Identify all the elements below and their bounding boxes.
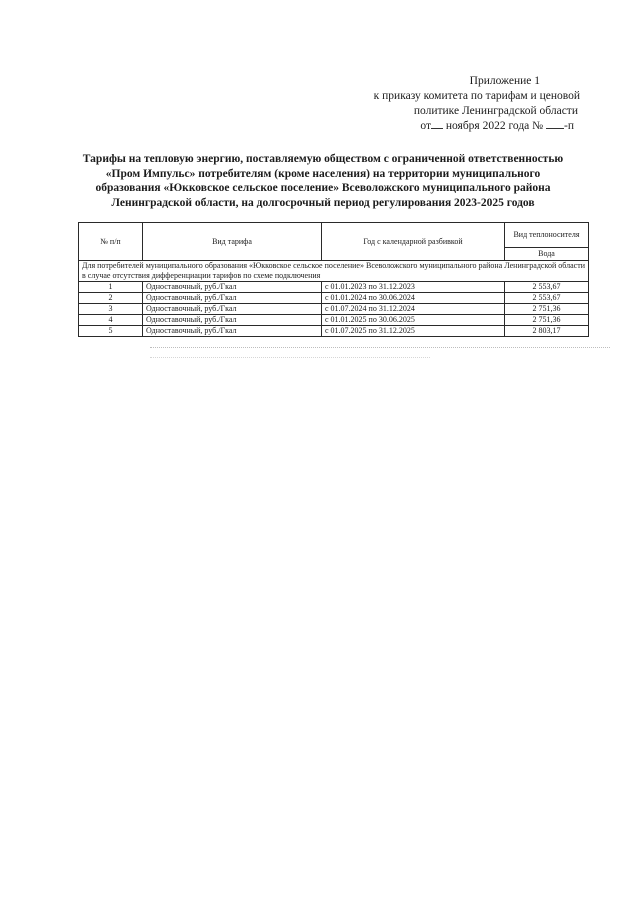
document-title: Тарифы на тепловую энергию, поставляемую обществом с ограниченной ответственностью «Пром Импульс» потребителям (кроме населения) на территории муниципального образования «Юкковское сельское поселение» Всеволожского муниципального района Ленинградской области, на долгосрочный период регулирования 2023-2025 годов (82, 153, 564, 209)
row-period: с 01.01.2023 по 31.12.2023 (322, 282, 505, 293)
table-row (79, 282, 589, 293)
row-tariff-type: Одноставочный, руб./Гкал (143, 315, 322, 326)
scan-noise-line (150, 347, 610, 350)
row-number: 3 (79, 304, 143, 315)
header-carrier: Вид теплоносителя (505, 223, 589, 248)
row-number: 1 (79, 282, 143, 293)
header-water: Вода (505, 248, 589, 261)
tariff-table (78, 222, 589, 337)
header-tariff-type: Вид тарифа (143, 223, 322, 261)
row-tariff-type: Одноставочный, руб./Гкал (143, 293, 322, 304)
row-period: с 01.01.2024 по 30.06.2024 (322, 293, 505, 304)
row-number: 5 (79, 326, 143, 337)
row-tariff-type: Одноставочный, руб./Гкал (143, 282, 322, 293)
row-period: с 01.07.2024 по 31.12.2024 (322, 304, 505, 315)
row-value: 2 751,36 (505, 315, 589, 326)
table-row (79, 326, 589, 337)
row-value: 2 553,67 (505, 293, 589, 304)
scan-noise-line (150, 357, 430, 360)
row-number: 4 (79, 315, 143, 326)
appendix-order-date: от ноября 2022 года № -п (420, 120, 574, 132)
appendix-header (340, 74, 580, 134)
appendix-reference: к приказу комитета по тарифам и ценовой (373, 90, 580, 102)
group-row (79, 261, 589, 282)
group-label: Для потребителей муниципального образования «Юкковское сельское поселение» Всеволожского муниципального района Ленинградской области в случае отсутствия дифференциации тарифов по схеме подключения (79, 261, 589, 282)
row-period: с 01.01.2025 по 30.06.2025 (322, 315, 505, 326)
handwritten-order-number (546, 128, 564, 129)
handwritten-day (431, 128, 443, 129)
table-row (79, 293, 589, 304)
appendix-title: Приложение 1 (469, 75, 540, 87)
row-period: с 01.07.2025 по 31.12.2025 (322, 326, 505, 337)
row-value: 2 553,67 (505, 282, 589, 293)
appendix-committee: политике Ленинградской области (413, 105, 578, 117)
header-period: Год с календарной разбивкой (322, 223, 505, 261)
row-tariff-type: Одноставочный, руб./Гкал (143, 326, 322, 337)
row-value: 2 803,17 (505, 326, 589, 337)
row-value: 2 751,36 (505, 304, 589, 315)
row-tariff-type: Одноставочный, руб./Гкал (143, 304, 322, 315)
table-header-row (79, 223, 589, 248)
table-row (79, 315, 589, 326)
header-number: № п/п (79, 223, 143, 261)
row-number: 2 (79, 293, 143, 304)
table-row (79, 304, 589, 315)
